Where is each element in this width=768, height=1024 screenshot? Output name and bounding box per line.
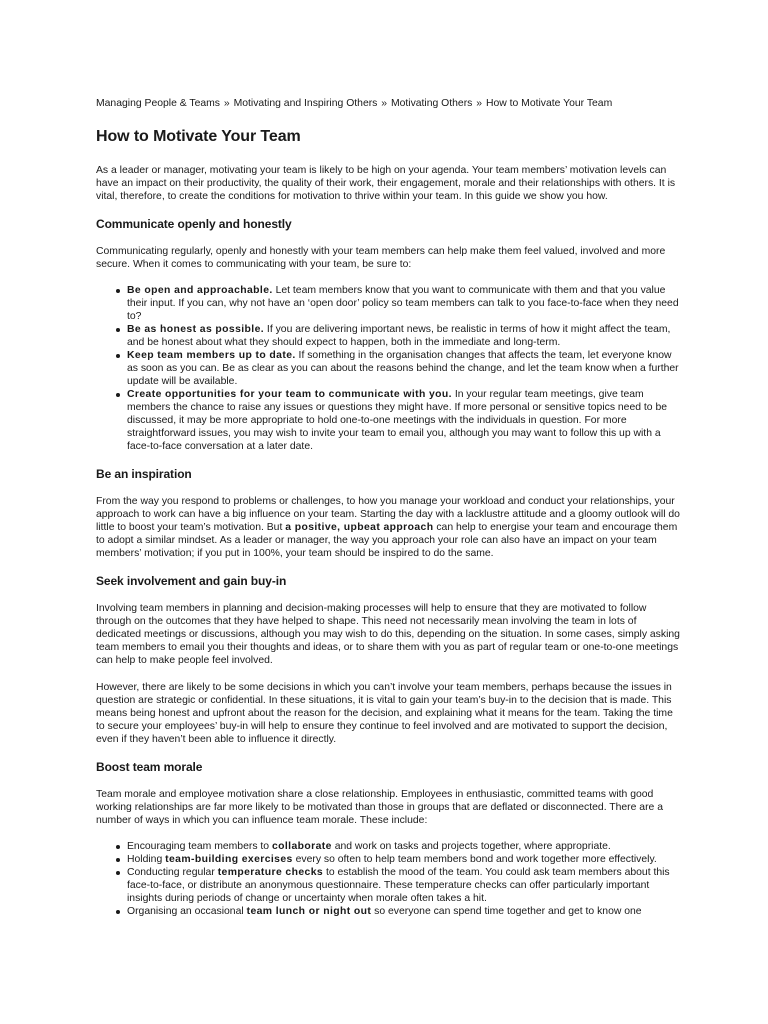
section-paragraph: Involving team members in planning and decision-making processes will help to ensure that they are motivated to follow through on the outcomes that they have helped to shape. This need not necessarily mean involving the team in lots of dedicated meetings or discussions, although you may wish to do this, depending on the situation. In some cases, simply asking team members to email you their thoughts and ideas, or to share them with you as part of regular team or one-to-one meetings can help to make people feel involved. (96, 603, 680, 666)
bullet-text: and work on tasks and projects together, where appropriate. (331, 841, 611, 852)
article (96, 97, 680, 918)
bullet-text: to establish the mood of the team. You could ask team members about this face-to-face, or distribute an anonymous questionnaire. These temperature checks can offer particularly important insights during periods of change or uncertainty when morale often takes a hit. (127, 867, 670, 904)
bullet-text: Encouraging team members to (127, 841, 272, 852)
section-heading: Seek involvement and gain buy-in (96, 574, 287, 588)
section-heading: Be an inspiration (96, 467, 192, 481)
bullet-list (96, 840, 680, 918)
bullet-text: In your regular team meetings, give team members the chance to raise any issues or questions they might have. If more personal or sensitive topics need to be discussed, it may be more appropriate to hold one-to-one meetings with the individuals in question. For more straightforward issues, you may wish to invite your team to email you, although you may want to follow this up with a face-to-face conversation at a later date. (127, 389, 668, 452)
bullet-bold: team lunch or night out (246, 906, 372, 917)
list-item (127, 905, 680, 918)
breadcrumb-separator: » (223, 98, 230, 109)
section-heading: Boost team morale (96, 760, 203, 774)
bullet-text: Holding (127, 854, 166, 865)
bullet-list (96, 284, 680, 453)
bullet-text: If something in the organisation changes that affects the team, let everyone know as soon as you can. Be as clear as you can about the reasons behind the change, and let the team know when a further update will be available. (127, 350, 679, 387)
list-item (127, 866, 680, 905)
list-item (127, 323, 680, 349)
bullet-bold: Be open and approachable. (127, 285, 273, 296)
bullet-text: If you are delivering important news, be realistic in terms of how it might affect the team, and be honest about what they should expect to happen, both in the immediate and long-term. (127, 324, 671, 348)
breadcrumb-separator: » (381, 98, 388, 109)
breadcrumb (96, 97, 680, 110)
section-paragraph: Team morale and employee motivation share a close relationship. Employees in enthusiastic, committed teams with good working relationships are far more likely to be motivated than those in groups that are deflated or disconnected. There are a number of ways in which you can influence team morale. These include: (96, 789, 663, 826)
page-title: How to Motivate Your Team (96, 128, 301, 145)
breadcrumb-separator: » (476, 98, 483, 109)
breadcrumb-item[interactable]: Motivating and Inspiring Others (233, 98, 378, 109)
section-paragraph: However, there are likely to be some decisions in which you can’t involve your team members, perhaps because the issues in question are strategic or confidential. In these situations, it is vital to gain your team’s buy-in to the decision that is made. This means being honest and upfront about the reason for the decision, and explaining what it means for the team. Taking the time to secure your employees’ buy-in will help to ensure they continue to feel involved and are motivated to support the decision, even if they haven’t been able to influence it directly. (96, 682, 673, 745)
bullet-bold: temperature checks (217, 867, 324, 878)
bullet-text: Conducting regular (127, 867, 218, 878)
intro-paragraph: As a leader or manager, motivating your team is likely to be high on your agenda. Your team members’ motivation levels can have an impact on their productivity, the quality of their work, their engagement, morale and their relationships with others. It is vital, therefore, to create the conditions for motivation to thrive within your team. In this guide we show you how. (96, 165, 676, 202)
emphasis-text: a positive, upbeat approach (285, 522, 434, 533)
list-item (127, 840, 680, 853)
list-item (127, 349, 680, 388)
section-paragraph (96, 495, 680, 560)
breadcrumb-item[interactable]: Motivating Others (390, 98, 473, 109)
list-item (127, 388, 680, 453)
paragraph-text: can help to energise your team and encourage them to adopt a similar mindset. As a leader or manager, the way you approach your role can also have an impact on your team members’ motivation; if you put in 100%, your team should be inspired to do the same. (96, 522, 678, 559)
breadcrumb-item[interactable]: Managing People & Teams (96, 98, 220, 109)
bullet-bold: team-building exercises (165, 854, 293, 865)
bullet-text: so everyone can spend time together and get to know one (371, 906, 642, 917)
bullet-text: every so often to help team members bond and work together more effectively. (292, 854, 657, 865)
paragraph-text: From the way you respond to problems or challenges, to how you manage your workload and conduct your relationships, your approach to work can have a big influence on your team. Starting the day with a lacklustre attitude and a gloomy outlook will do little to boost your team’s motivation. But (96, 496, 680, 533)
section-paragraph: Communicating regularly, openly and honestly with your team members can help make them feel valued, involved and more secure. When it comes to communicating with your team, be sure to: (96, 246, 666, 270)
bullet-text: Organising an occasional (127, 906, 247, 917)
section-heading: Communicate openly and honestly (96, 217, 292, 231)
bullet-bold: Create opportunities for your team to communicate with you. (127, 389, 452, 400)
bullet-bold: Keep team members up to date. (127, 350, 296, 361)
bullet-bold: Be as honest as possible. (127, 324, 265, 335)
bullet-text: Let team members know that you want to communicate with them and that you value their input. If you can, why not have an ‘open door’ policy so team members can talk to you face-to-face when they need to? (127, 285, 679, 322)
list-item (127, 853, 680, 866)
bullet-bold: collaborate (271, 841, 332, 852)
list-item (127, 284, 680, 323)
breadcrumb-current: How to Motivate Your Team (485, 98, 613, 109)
